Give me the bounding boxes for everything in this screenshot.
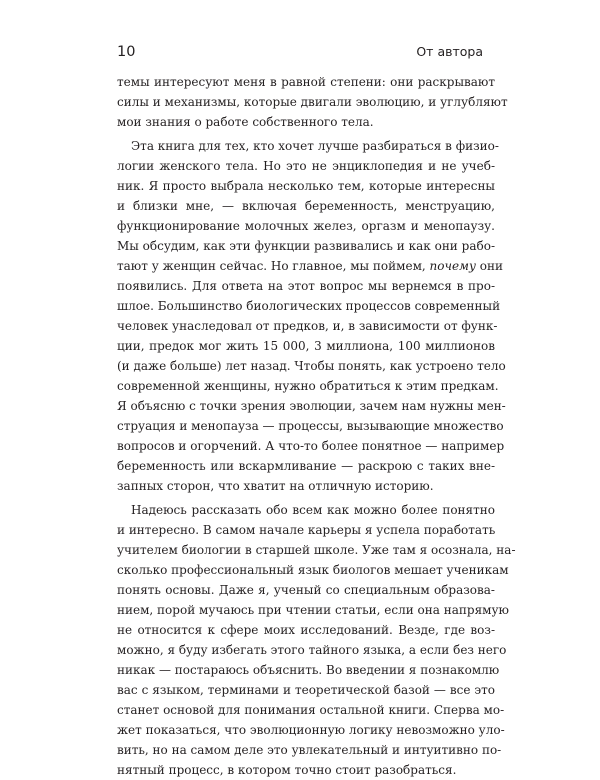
text-line: запных сторон, что хватит на отличную историю. (117, 479, 434, 493)
text-line: никак — постараюсь объяснить. Во введении я познакомлю (117, 663, 500, 677)
text-line: и интересно. В самом начале карьеры я успела поработать (117, 523, 496, 537)
text-line: учителем биологии в старшей школе. Уже там я осознала, на- (117, 543, 516, 557)
paragraph (117, 500, 516, 780)
text-line: современной женщины, нужно обратиться к этим предкам. (117, 379, 499, 393)
text-line: жет показаться, что эволюционную логику невозможно уло- (117, 723, 505, 737)
text-line: сколько профессиональный язык биологов мешает ученикам (117, 563, 509, 577)
text-line: вас с языком, терминами и теоретической базой — все это (117, 683, 495, 697)
running-title: От автора (416, 44, 483, 59)
text-line: и близки мне, — включая беременность, менструацию, (117, 199, 495, 213)
emphasis-word: почему (429, 259, 476, 273)
text-line: силы и механизмы, которые двигали эволюцию, и углубляют (117, 95, 508, 109)
text-line: ник. Я просто выбрала несколько тем, которые интересны (117, 179, 495, 193)
text-line: станет основой для понимания остальной книги. Сперва мо- (117, 703, 505, 717)
text-line: беременность или вскармливание — раскрою с таких вне- (117, 459, 495, 473)
text-line: нятный процесс, в котором точно стоит разобраться. (117, 763, 457, 777)
text-line: не относится к сфере моих исследований. Везде, где воз- (117, 623, 495, 637)
paragraph (117, 136, 506, 496)
text-line: функционирование молочных желез, оргазм и менопаузу. (117, 219, 495, 233)
text-line: тают у женщин сейчас. Но главное, мы поймем, почему они (117, 259, 504, 273)
text-line: Надеюсь рассказать обо всем как можно более понятно (131, 503, 495, 517)
text-line: ции, предок мог жить 15 000, 3 миллиона, 100 миллионов (117, 339, 495, 353)
text-line: вопросов и огорчений. А что-то более понятное — например (117, 439, 505, 453)
text-line: темы интересуют меня в равной степени: они раскрывают (117, 75, 495, 89)
page-number: 10 (117, 44, 136, 60)
text-line: Я объясню с точки зрения эволюции, зачем нам нужны мен- (117, 399, 506, 413)
running-header (117, 44, 483, 66)
body-text (117, 72, 516, 780)
text-line: (и даже больше) лет назад. Чтобы понять, как устроено тело (117, 359, 506, 373)
text-line: логии женского тела. Но это не энциклопедия и не учеб- (117, 159, 495, 173)
paragraph (117, 72, 508, 132)
text-line: Эта книга для тех, кто хочет лучше разбираться в физио- (131, 139, 499, 153)
text-line: можно, я буду избегать этого тайного языка, а если без него (117, 643, 507, 657)
text-line: появились. Для ответа на этот вопрос мы вернемся в про- (117, 279, 495, 293)
text-line: мои знания о работе собственного тела. (117, 115, 374, 129)
text-line: шлое. Большинство биологических процессов современный (117, 299, 501, 313)
text-line: вить, но на самом деле это увлекательный и интуитивно по- (117, 743, 502, 757)
text-line: струация и менопауза — процессы, вызывающие множество (117, 419, 504, 433)
text-line: нием, порой мучаюсь при чтении статьи, если она напрямую (117, 603, 509, 617)
text-line: человек унаследовал от предков, и, в зависимости от функ- (117, 319, 498, 333)
text-line: понять основы. Даже я, ученый со специальным образова- (117, 583, 495, 597)
text-line: Мы обсудим, как эти функции развивались и как они рабо- (117, 239, 495, 253)
